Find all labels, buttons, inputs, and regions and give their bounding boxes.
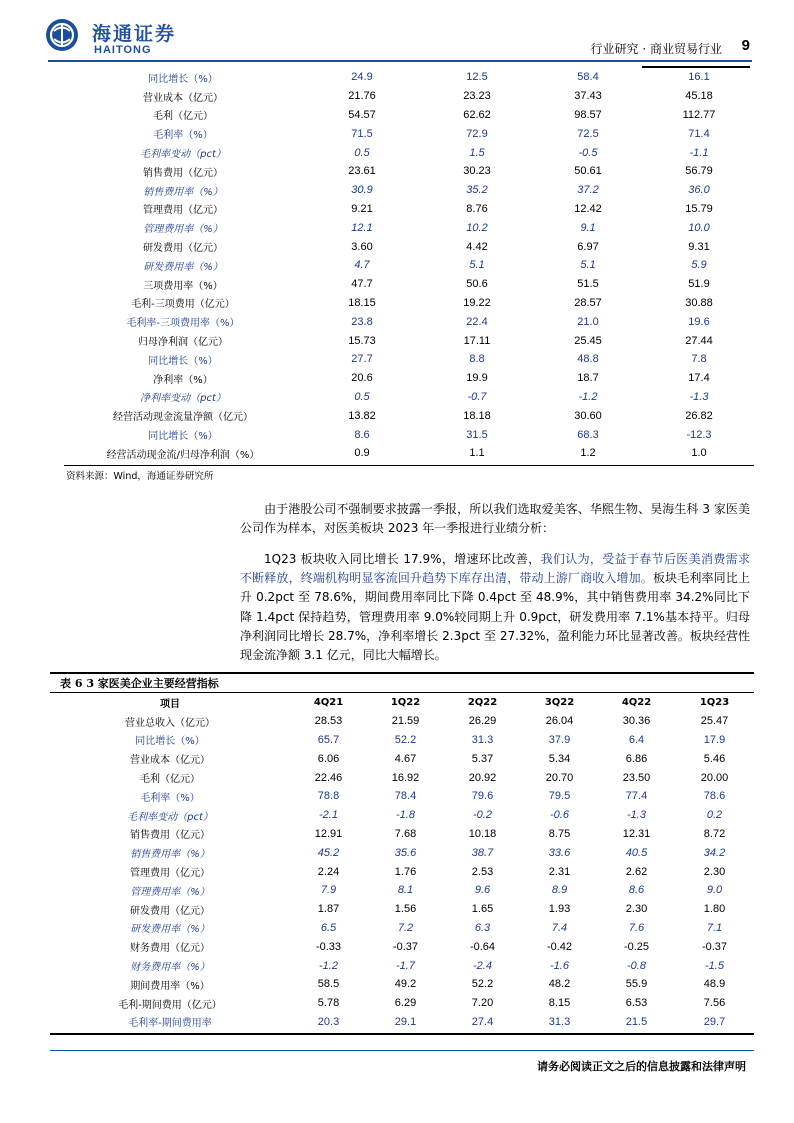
table-row xyxy=(50,825,754,844)
cell-value: 17.9 xyxy=(703,733,726,746)
row-label: 期间费用率（%） xyxy=(130,980,210,992)
cell-value: 8.6 xyxy=(628,884,645,897)
row-label: 销售费用率（%） xyxy=(143,186,223,198)
cell-value: -1.1 xyxy=(689,146,709,159)
table-row xyxy=(50,843,754,862)
cell-value: 79.6 xyxy=(471,790,494,803)
column-header: 2Q22 xyxy=(467,696,498,708)
cell-value: 38.7 xyxy=(471,846,494,859)
cell-value: 6.06 xyxy=(317,752,340,765)
cell-value: 21.59 xyxy=(391,715,420,728)
cell-value: 1.93 xyxy=(548,903,571,916)
logo-text-cn: 海通证券 xyxy=(92,23,177,45)
cell-value: -0.37 xyxy=(701,940,728,953)
cell-value: 6.53 xyxy=(625,997,648,1010)
table-row xyxy=(64,162,754,181)
cell-value: 1.76 xyxy=(394,865,417,878)
cell-value: 21.5 xyxy=(625,1015,648,1028)
row-label: 财务费用（亿元） xyxy=(130,943,210,955)
table-row xyxy=(50,768,754,787)
row-label: 毛利率-期间费用率 xyxy=(128,1018,212,1030)
cell-value: 8.1 xyxy=(397,884,414,897)
row-label: 同比增长（%） xyxy=(148,355,218,367)
cell-value: 35.2 xyxy=(466,184,488,197)
cell-value: 6.86 xyxy=(625,752,648,765)
table1-source: 资料来源：Wind，海通证券研究所 xyxy=(66,471,214,482)
cell-value: 31.3 xyxy=(471,733,494,746)
cell-value: 26.04 xyxy=(545,715,574,728)
cell-value: -0.42 xyxy=(546,940,573,953)
cell-value: 55.9 xyxy=(625,978,648,991)
cell-value: 1.80 xyxy=(703,903,726,916)
table2-title: 表 6 3 家医美企业主要经营指标 xyxy=(60,677,219,690)
cell-value: 19.6 xyxy=(688,315,710,328)
cell-value: 68.3 xyxy=(577,428,599,441)
cell-value: 2.30 xyxy=(703,865,726,878)
table-row xyxy=(64,406,754,425)
cell-value: 12.42 xyxy=(574,202,602,215)
cell-value: 9.21 xyxy=(351,202,373,215)
cell-value: 79.5 xyxy=(548,790,571,803)
page-number: 9 xyxy=(741,37,750,54)
cell-value: -0.2 xyxy=(473,809,492,822)
table-row xyxy=(64,143,754,162)
cell-value: -1.2 xyxy=(578,390,598,403)
cell-value: 5.78 xyxy=(317,997,340,1010)
cell-value: 1.0 xyxy=(691,447,707,460)
cell-value: 5.9 xyxy=(691,259,707,272)
cell-value: 7.1 xyxy=(706,921,723,934)
table-row xyxy=(50,862,754,881)
logo-text-en: HAITONG xyxy=(94,44,152,56)
cell-value: 45.18 xyxy=(685,90,713,103)
cell-value: 21.0 xyxy=(577,315,599,328)
table-row xyxy=(64,444,754,463)
cell-value: 0.9 xyxy=(354,447,370,460)
cell-value: 3.60 xyxy=(351,240,373,253)
row-label: 研发费用率（%） xyxy=(143,261,223,273)
cell-value: 98.57 xyxy=(574,108,602,121)
cell-value: 112.77 xyxy=(682,108,716,121)
cell-value: 4.42 xyxy=(466,240,488,253)
row-label: 研发费用率（%） xyxy=(130,924,210,936)
cell-value: 72.5 xyxy=(577,127,599,140)
cell-value: 20.70 xyxy=(545,771,574,784)
cell-value: 27.44 xyxy=(685,334,713,347)
cell-value: 37.43 xyxy=(574,90,602,103)
cell-value: 25.45 xyxy=(574,334,602,347)
cell-value: 71.4 xyxy=(688,127,710,140)
table2-title-rule xyxy=(50,672,754,674)
column-header: 项目 xyxy=(160,698,180,710)
cell-value: 48.8 xyxy=(577,353,599,366)
cell-value: 7.56 xyxy=(703,997,726,1010)
cell-value: -0.25 xyxy=(623,940,650,953)
table-row xyxy=(64,68,754,87)
row-label: 归母净利润（亿元） xyxy=(138,337,228,349)
table-row xyxy=(50,919,754,938)
row-label: 同比增长（%） xyxy=(148,73,218,85)
page-header xyxy=(40,12,752,70)
cell-value: 6.4 xyxy=(628,733,645,746)
row-label: 经营活动现金流/归母净利润（%） xyxy=(106,449,260,461)
table-row xyxy=(64,388,754,407)
cell-value: 48.2 xyxy=(548,978,571,991)
cell-value: -1.6 xyxy=(550,959,569,972)
cell-value: 8.8 xyxy=(469,353,485,366)
row-label: 同比增长（%） xyxy=(135,736,205,748)
cell-value: 1.5 xyxy=(469,146,485,159)
column-header: 1Q23 xyxy=(699,696,730,708)
row-label: 管理费用率（%） xyxy=(130,886,210,898)
cell-value: 50.61 xyxy=(574,165,602,178)
row-label: 毛利率变动（pct） xyxy=(140,149,226,161)
table-row xyxy=(64,256,754,275)
cell-value: 9.31 xyxy=(688,240,710,253)
table-row xyxy=(50,712,754,731)
table1-bottom-rule xyxy=(64,465,754,466)
table-row xyxy=(64,275,754,294)
cell-value: -0.6 xyxy=(550,809,569,822)
column-header: 4Q21 xyxy=(313,696,344,708)
cell-value: 12.1 xyxy=(351,221,373,234)
row-label: 净利率变动（pct） xyxy=(140,393,226,405)
paragraph-analysis-a: 1Q23 板块收入同比增长 17.9%，增速环比改善， xyxy=(264,552,541,566)
row-label: 毛利率-三项费用率（%） xyxy=(126,318,240,330)
row-label: 三项费用率（%） xyxy=(143,280,223,292)
column-header: 3Q22 xyxy=(544,696,575,708)
table-row xyxy=(50,937,754,956)
cell-value: 29.1 xyxy=(394,1015,417,1028)
cell-value: 7.68 xyxy=(394,827,417,840)
cell-value: 34.2 xyxy=(703,846,726,859)
table-row xyxy=(50,881,754,900)
cell-value: 51.9 xyxy=(688,278,710,291)
row-label: 销售费用（亿元） xyxy=(143,167,223,179)
cell-value: 22.4 xyxy=(466,315,488,328)
table-row xyxy=(64,87,754,106)
row-label: 经营活动现金流量净额（亿元） xyxy=(113,412,253,424)
cell-value: 24.9 xyxy=(351,71,373,84)
cell-value: 1.56 xyxy=(394,903,417,916)
table-row xyxy=(50,806,754,825)
row-label: 管理费用（亿元） xyxy=(143,205,223,217)
cell-value: 16.92 xyxy=(391,771,420,784)
cell-value: 30.88 xyxy=(685,296,713,309)
cell-value: 12.5 xyxy=(466,71,488,84)
cell-value: -0.33 xyxy=(315,940,342,953)
footer-disclaimer: 请务必阅读正文之后的信息披露和法律声明 xyxy=(537,1060,746,1073)
cell-value: 19.9 xyxy=(466,372,488,385)
cell-value: 51.5 xyxy=(577,278,599,291)
cell-value: 0.5 xyxy=(354,390,370,403)
cell-value: 2.62 xyxy=(625,865,648,878)
row-label: 营业成本（亿元） xyxy=(143,92,223,104)
table-row xyxy=(50,994,754,1013)
cell-value: 16.1 xyxy=(688,71,710,84)
cell-value: 2.24 xyxy=(317,865,340,878)
cell-value: 27.4 xyxy=(471,1015,494,1028)
cell-value: 78.6 xyxy=(703,790,726,803)
row-label: 净利率（%） xyxy=(153,374,213,386)
table2-bottom-rule xyxy=(50,1033,754,1035)
cell-value: -1.5 xyxy=(705,959,724,972)
table-row xyxy=(64,350,754,369)
row-label: 销售费用（亿元） xyxy=(130,830,210,842)
table-row xyxy=(64,200,754,219)
row-label: 管理费用率（%） xyxy=(143,224,223,236)
cell-value: 8.72 xyxy=(703,827,726,840)
footer-rule xyxy=(50,1050,754,1051)
cell-value: 37.9 xyxy=(548,733,571,746)
table-row xyxy=(64,181,754,200)
cell-value: 0.5 xyxy=(354,146,370,159)
cell-value: 10.0 xyxy=(688,221,710,234)
table-row xyxy=(64,425,754,444)
cell-value: 6.97 xyxy=(577,240,599,253)
cell-value: 2.30 xyxy=(625,903,648,916)
cell-value: 49.2 xyxy=(394,978,417,991)
cell-value: -1.2 xyxy=(319,959,338,972)
table-row xyxy=(50,900,754,919)
table-row xyxy=(64,369,754,388)
cell-value: 33.6 xyxy=(548,846,571,859)
cell-value: 1.65 xyxy=(471,903,494,916)
cell-value: 9.0 xyxy=(706,884,723,897)
table-row xyxy=(64,312,754,331)
cell-value: 2.31 xyxy=(548,865,571,878)
cell-value: 8.9 xyxy=(551,884,568,897)
cell-value: 23.61 xyxy=(348,165,376,178)
cell-value: 22.46 xyxy=(314,771,343,784)
table-row xyxy=(50,731,754,750)
cell-value: -0.8 xyxy=(627,959,646,972)
cell-value: 1.87 xyxy=(317,903,340,916)
cell-value: 48.9 xyxy=(703,978,726,991)
cell-value: 26.82 xyxy=(685,409,713,422)
row-label: 毛利率变动（pct） xyxy=(127,811,213,823)
cell-value: 5.46 xyxy=(703,752,726,765)
cell-value: 8.76 xyxy=(466,202,488,215)
row-label: 毛利（亿元） xyxy=(153,111,213,123)
cell-value: -2.1 xyxy=(319,809,338,822)
cell-value: 28.53 xyxy=(314,715,343,728)
cell-value: 78.8 xyxy=(317,790,340,803)
cell-value: 7.9 xyxy=(320,884,337,897)
cell-value: 2.53 xyxy=(471,865,494,878)
cell-value: -1.7 xyxy=(396,959,415,972)
cell-value: 26.29 xyxy=(468,715,497,728)
table2 xyxy=(50,693,754,1031)
cell-value: 77.4 xyxy=(625,790,648,803)
cell-value: 5.34 xyxy=(548,752,571,765)
cell-value: 18.15 xyxy=(348,296,376,309)
cell-value: 54.57 xyxy=(348,108,376,121)
cell-value: 40.5 xyxy=(625,846,648,859)
cell-value: 21.76 xyxy=(348,90,376,103)
cell-value: 25.47 xyxy=(700,715,729,728)
cell-value: 62.62 xyxy=(463,108,491,121)
cell-value: -12.3 xyxy=(686,428,712,441)
cell-value: 10.18 xyxy=(468,827,497,840)
cell-value: 27.7 xyxy=(351,353,373,366)
paragraph-analysis xyxy=(240,550,750,665)
row-label: 研发费用（亿元） xyxy=(143,243,223,255)
cell-value: 56.79 xyxy=(685,165,713,178)
column-header: 1Q22 xyxy=(390,696,421,708)
table1 xyxy=(64,68,754,463)
paragraph-intro xyxy=(240,500,750,538)
cell-value: -2.4 xyxy=(473,959,492,972)
cell-value: 30.9 xyxy=(351,184,373,197)
cell-value: 8.15 xyxy=(548,997,571,1010)
row-label: 营业成本（亿元） xyxy=(130,755,210,767)
cell-value: 52.2 xyxy=(471,978,494,991)
cell-value: 1.2 xyxy=(580,447,596,460)
cell-value: 15.79 xyxy=(685,202,713,215)
cell-value: 47.7 xyxy=(351,278,373,291)
cell-value: -0.64 xyxy=(469,940,496,953)
table-row xyxy=(64,124,754,143)
cell-value: -1.3 xyxy=(627,809,646,822)
cell-value: 7.2 xyxy=(397,921,414,934)
cell-value: 9.1 xyxy=(580,221,596,234)
table-row xyxy=(64,218,754,237)
cell-value: -1.3 xyxy=(689,390,709,403)
cell-value: 72.9 xyxy=(466,127,488,140)
cell-value: 20.3 xyxy=(317,1015,340,1028)
cell-value: 10.2 xyxy=(466,221,488,234)
cell-value: -0.5 xyxy=(578,146,598,159)
cell-value: 7.20 xyxy=(471,997,494,1010)
cell-value: 18.7 xyxy=(577,372,599,385)
cell-value: 8.6 xyxy=(354,428,370,441)
table-row xyxy=(64,294,754,313)
header-rule xyxy=(48,60,752,62)
table-row xyxy=(50,1013,754,1032)
table-row xyxy=(50,787,754,806)
cell-value: 6.29 xyxy=(394,997,417,1010)
row-label: 营业总收入（亿元） xyxy=(125,717,215,729)
section-title: 行业研究 · 商业贸易行业 xyxy=(590,42,722,56)
row-label: 销售费用率（%） xyxy=(130,849,210,861)
cell-value: -0.7 xyxy=(467,390,487,403)
cell-value: 23.50 xyxy=(622,771,651,784)
table-row xyxy=(50,975,754,994)
cell-value: 71.5 xyxy=(351,127,373,140)
cell-value: 17.4 xyxy=(688,372,710,385)
cell-value: 18.18 xyxy=(463,409,491,422)
cell-value: 52.2 xyxy=(394,733,417,746)
cell-value: 31.5 xyxy=(466,428,488,441)
cell-value: 9.6 xyxy=(474,884,491,897)
paragraph-analysis-b: 我们认为，受益于春节后医美消费需求不断释放，终端机构明显客流回升趋势下库存出清，带动上游厂商收入增加。 xyxy=(240,552,750,586)
table-row xyxy=(64,106,754,125)
cell-value: -0.37 xyxy=(392,940,419,953)
column-header: 4Q22 xyxy=(621,696,652,708)
table-row xyxy=(64,237,754,256)
cell-value: 30.36 xyxy=(622,715,651,728)
row-label: 毛利（亿元） xyxy=(140,774,200,786)
cell-value: 20.6 xyxy=(351,372,373,385)
cell-value: 13.82 xyxy=(348,409,376,422)
cell-value: 30.23 xyxy=(463,165,491,178)
cell-value: 78.4 xyxy=(394,790,417,803)
row-label: 管理费用（亿元） xyxy=(130,868,210,880)
table-row xyxy=(64,331,754,350)
row-label: 财务费用率（%） xyxy=(130,962,210,974)
cell-value: 29.7 xyxy=(703,1015,726,1028)
cell-value: 6.3 xyxy=(474,921,491,934)
cell-value: 17.11 xyxy=(463,334,491,347)
paragraph-intro-text: 由于港股公司不强制要求披露一季报，所以我们选取爱美客、华熙生物、昊海生科 3 家医美公司作为样本，对医美板块 2023 年一季报进行业绩分析： xyxy=(240,502,750,536)
cell-value: 20.92 xyxy=(468,771,497,784)
cell-value: 65.7 xyxy=(317,733,340,746)
cell-value: 0.2 xyxy=(706,809,723,822)
cell-value: 7.6 xyxy=(628,921,645,934)
cell-value: 58.4 xyxy=(577,71,599,84)
haitong-logo-icon xyxy=(45,18,79,52)
cell-value: 7.4 xyxy=(551,921,568,934)
cell-value: 20.00 xyxy=(700,771,729,784)
cell-value: 4.7 xyxy=(354,259,370,272)
cell-value: 36.0 xyxy=(688,184,710,197)
cell-value: 31.3 xyxy=(548,1015,571,1028)
table-row xyxy=(50,956,754,975)
cell-value: 45.2 xyxy=(317,846,340,859)
cell-value: 8.75 xyxy=(548,827,571,840)
cell-value: 23.23 xyxy=(463,90,491,103)
row-label: 研发费用（亿元） xyxy=(130,905,210,917)
cell-value: 28.57 xyxy=(574,296,602,309)
cell-value: 6.5 xyxy=(320,921,337,934)
row-label: 毛利率（%） xyxy=(140,792,200,804)
cell-value: 15.73 xyxy=(348,334,376,347)
cell-value: 1.1 xyxy=(469,447,485,460)
cell-value: 30.60 xyxy=(574,409,602,422)
cell-value: 37.2 xyxy=(577,184,599,197)
cell-value: 12.91 xyxy=(314,827,343,840)
row-label: 毛利-期间费用（亿元） xyxy=(118,999,222,1011)
cell-value: 12.31 xyxy=(622,827,651,840)
row-label: 毛利率（%） xyxy=(153,130,213,142)
cell-value: 5.1 xyxy=(580,259,596,272)
cell-value: 4.67 xyxy=(394,752,417,765)
cell-value: 5.37 xyxy=(471,752,494,765)
cell-value: 50.6 xyxy=(466,278,488,291)
cell-value: 23.8 xyxy=(351,315,373,328)
paragraph-analysis-c: 板块毛利率同比上升 0.2pct 至 78.6%，期间费用率同比下降 0.4pct 至 48.9%，其中销售费用率 34.2%同比下降 1.4pct 保持趋势，管理费用率 9.0%较同期上升 0.9pct，研发费用率 7.1%基本持平。归母净利润同比增长 28.7%，净利率增长 2.3pct 至 27.32%，盈利能力环比显著改善。板块经营性现金流净额 3.1 亿元，同比大幅增长。 xyxy=(240,571,750,663)
cell-value: 35.6 xyxy=(394,846,417,859)
table-row xyxy=(50,749,754,768)
cell-value: -1.8 xyxy=(396,809,415,822)
row-label: 同比增长（%） xyxy=(148,431,218,443)
cell-value: 19.22 xyxy=(463,296,491,309)
row-label: 毛利-三项费用（亿元） xyxy=(131,299,235,311)
cell-value: 58.5 xyxy=(317,978,340,991)
cell-value: 7.8 xyxy=(691,353,707,366)
cell-value: 5.1 xyxy=(469,259,485,272)
